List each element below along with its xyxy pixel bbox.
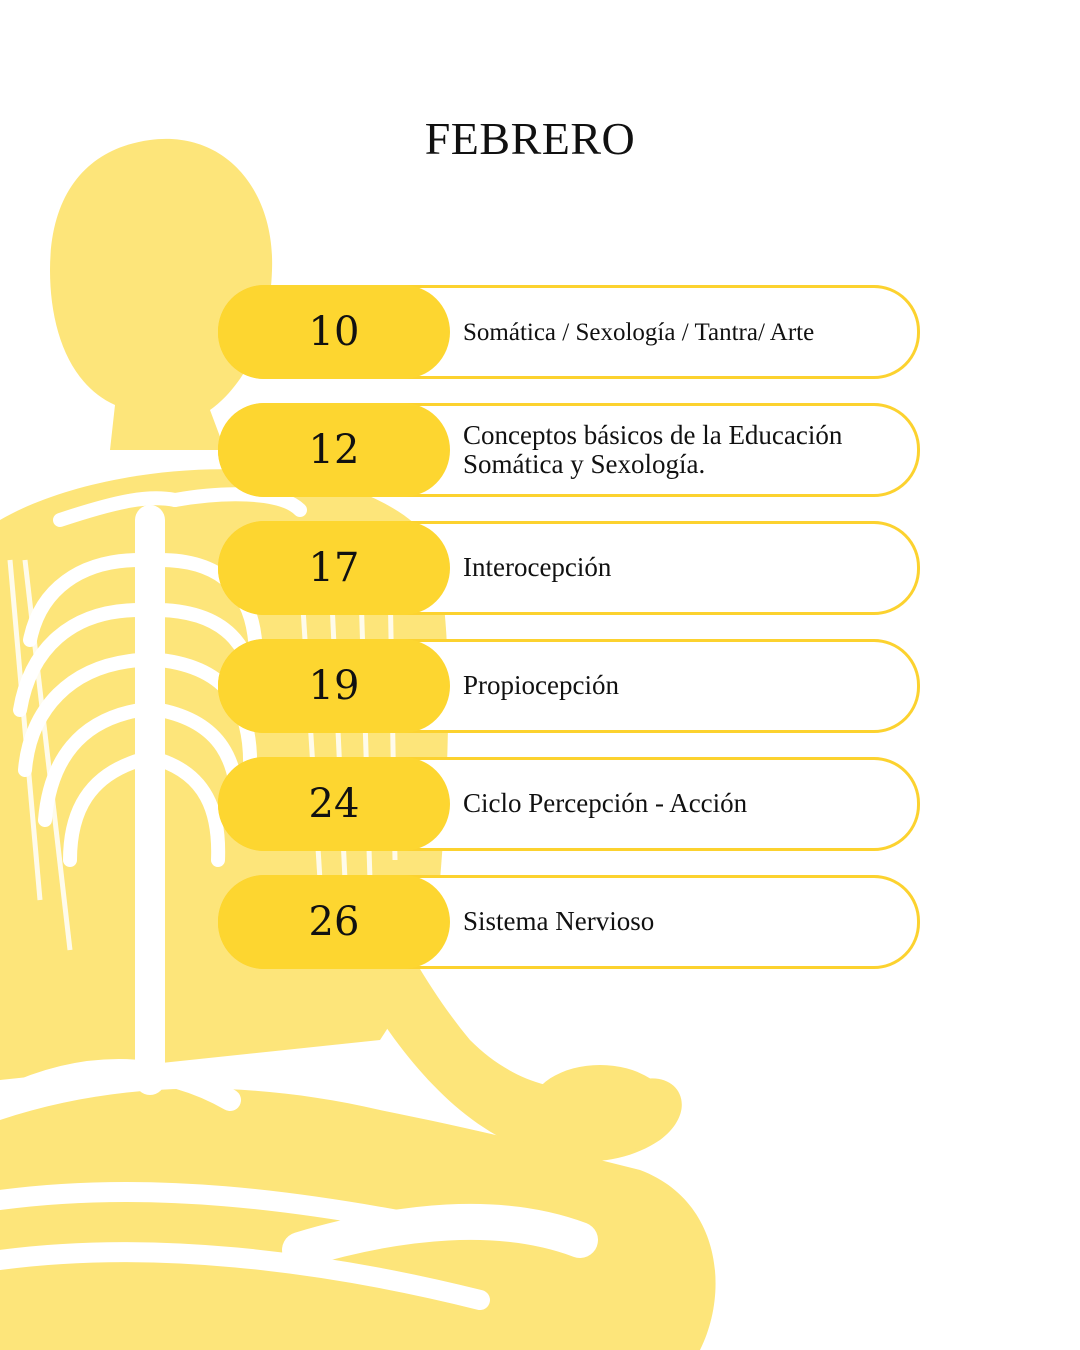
session-topic: Conceptos básicos de la Educación Somática y Sexología. [463,419,843,479]
session-row [218,757,918,849]
session-row [218,639,918,731]
session-topic: Ciclo Percepción - Acción [463,788,748,819]
session-day: 19 [218,639,450,733]
session-row [218,875,918,967]
session-day: 26 [218,875,450,969]
session-topic: Interocepción [463,552,612,583]
session-row [218,521,918,613]
session-day: 24 [218,757,450,851]
session-row [218,403,918,495]
session-day: 12 [218,403,450,497]
session-day: 17 [218,521,450,615]
session-topic: Somática / Sexología / Tantra/ Arte [463,318,815,346]
session-topic: Sistema Nervioso [463,906,655,937]
session-day: 10 [218,285,450,379]
session-row [218,285,918,377]
session-list [218,285,918,993]
session-topic: Propiocepción [463,670,619,701]
page-title: FEBRERO [424,113,636,164]
